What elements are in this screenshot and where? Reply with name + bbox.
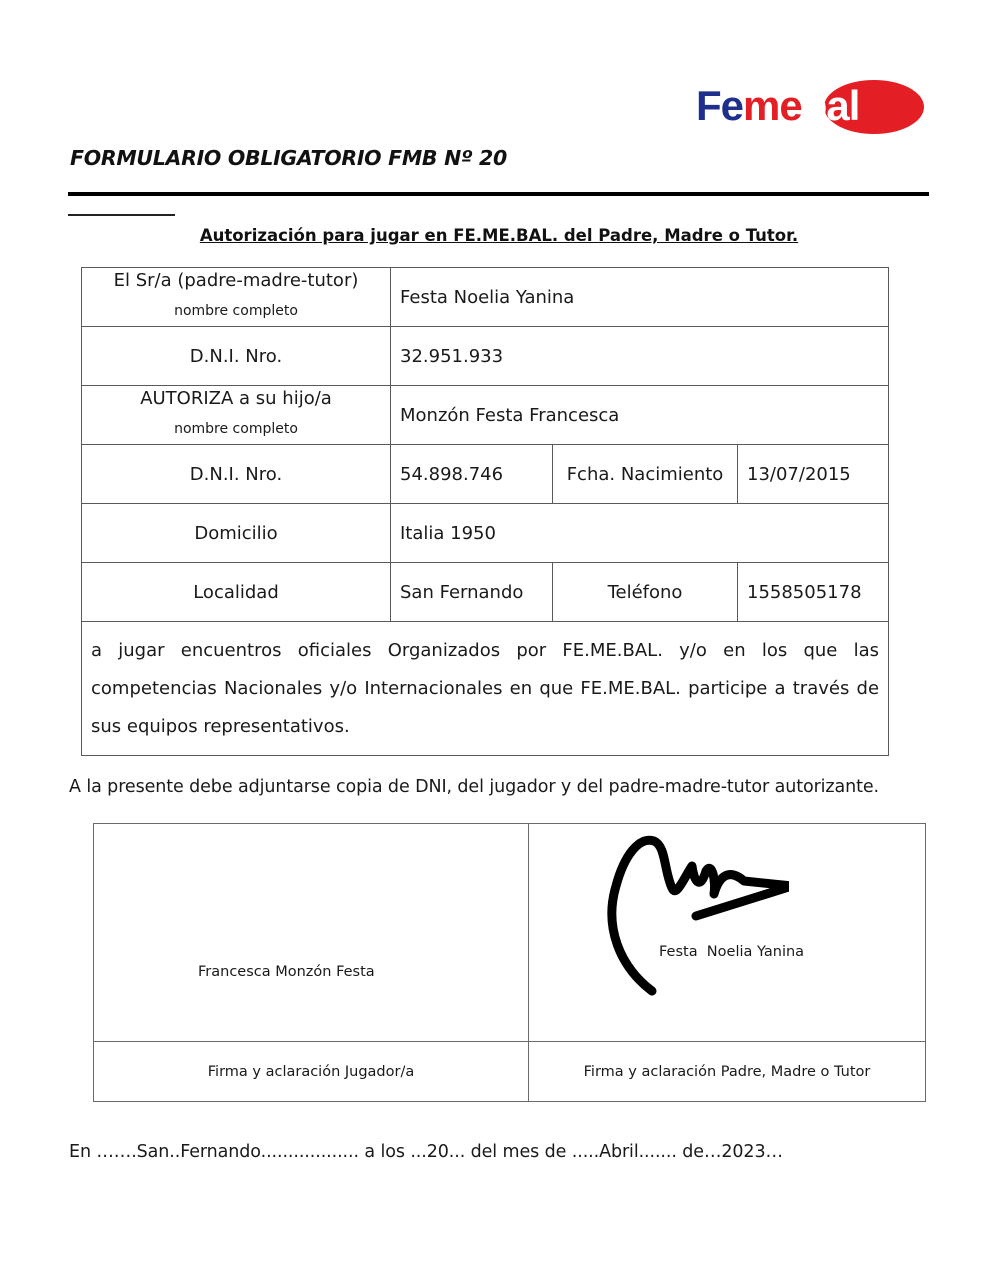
table-row-child-name	[82, 386, 889, 445]
table-row-child-dni	[82, 445, 889, 504]
femebal-logo	[694, 78, 926, 138]
table-row-authorization-text	[82, 622, 889, 756]
parent-label-cell	[82, 268, 391, 327]
player-signature-caption: Firma y aclaración Jugador/a	[94, 1042, 529, 1102]
signature-table	[93, 823, 926, 1102]
parent-signature-caption: Firma y aclaración Padre, Madre o Tutor	[529, 1042, 926, 1102]
logo-text-fe: Fe	[696, 82, 744, 129]
table-row-parent-dni	[82, 327, 889, 386]
caption-row	[94, 1042, 926, 1102]
logo-text-me: me	[743, 82, 802, 129]
player-signature-box[interactable]	[94, 824, 529, 1042]
phone-label: Teléfono	[553, 563, 738, 622]
child-label-cell	[82, 386, 391, 445]
table-row-parent-name	[82, 268, 889, 327]
subtitle-text: Autorización para jugar en FE.ME.BAL. del Padre, Madre o Tutor.	[199, 226, 799, 245]
address-field[interactable]: Italia 1950	[391, 504, 889, 563]
parent-printed-name: Festa Noelia Yanina	[659, 944, 805, 960]
authorization-text: a jugar encuentros oficiales Organizados por FE.ME.BAL. y/o en los que las competencias Nacionales y/o Internacionales en que FE.ME.BAL. participe a través de sus equipos representativos.	[82, 622, 889, 756]
table-row-address	[82, 504, 889, 563]
table-row-city	[82, 563, 889, 622]
authorization-table	[81, 267, 889, 756]
child-dni-field[interactable]: 54.898.746	[391, 445, 553, 504]
parent-name-field[interactable]: Festa Noelia Yanina	[391, 268, 889, 327]
place-date-line: En …….San..Fernando.................. a los ...20... del mes de .....Abril....... de…2023…	[69, 1142, 783, 1162]
document-subtitle	[0, 226, 998, 245]
logo-text-bal: bal	[801, 82, 860, 129]
child-name-field[interactable]: Monzón Festa Francesca	[391, 386, 889, 445]
short-divider	[68, 214, 175, 216]
header-divider	[68, 192, 929, 196]
child-label: AUTORIZA a su hijo/a	[140, 388, 332, 409]
parent-sublabel: nombre completo	[174, 303, 298, 319]
player-printed-name: Francesca Monzón Festa	[198, 964, 375, 980]
address-label: Domicilio	[82, 504, 391, 563]
attachment-note: A la presente debe adjuntarse copia de DNI, del jugador y del padre-madre-tutor autorizante.	[69, 777, 880, 797]
svg-text:Femebal	[696, 82, 859, 129]
parent-signature-box[interactable]	[529, 824, 926, 1042]
document-title: FORMULARIO OBLIGATORIO FMB Nº 20	[70, 146, 507, 170]
parent-dni-label: D.N.I. Nro.	[82, 327, 391, 386]
child-dni-label: D.N.I. Nro.	[82, 445, 391, 504]
phone-field[interactable]: 1558505178	[738, 563, 889, 622]
city-field[interactable]: San Fernando	[391, 563, 553, 622]
child-sublabel: nombre completo	[174, 421, 298, 437]
signature-row	[94, 824, 926, 1042]
city-label: Localidad	[82, 563, 391, 622]
parent-dni-field[interactable]: 32.951.933	[391, 327, 889, 386]
handwritten-signature	[589, 826, 789, 1006]
parent-label: El Sr/a (padre-madre-tutor)	[113, 270, 359, 291]
birth-date-label: Fcha. Nacimiento	[553, 445, 738, 504]
birth-date-field[interactable]: 13/07/2015	[738, 445, 889, 504]
